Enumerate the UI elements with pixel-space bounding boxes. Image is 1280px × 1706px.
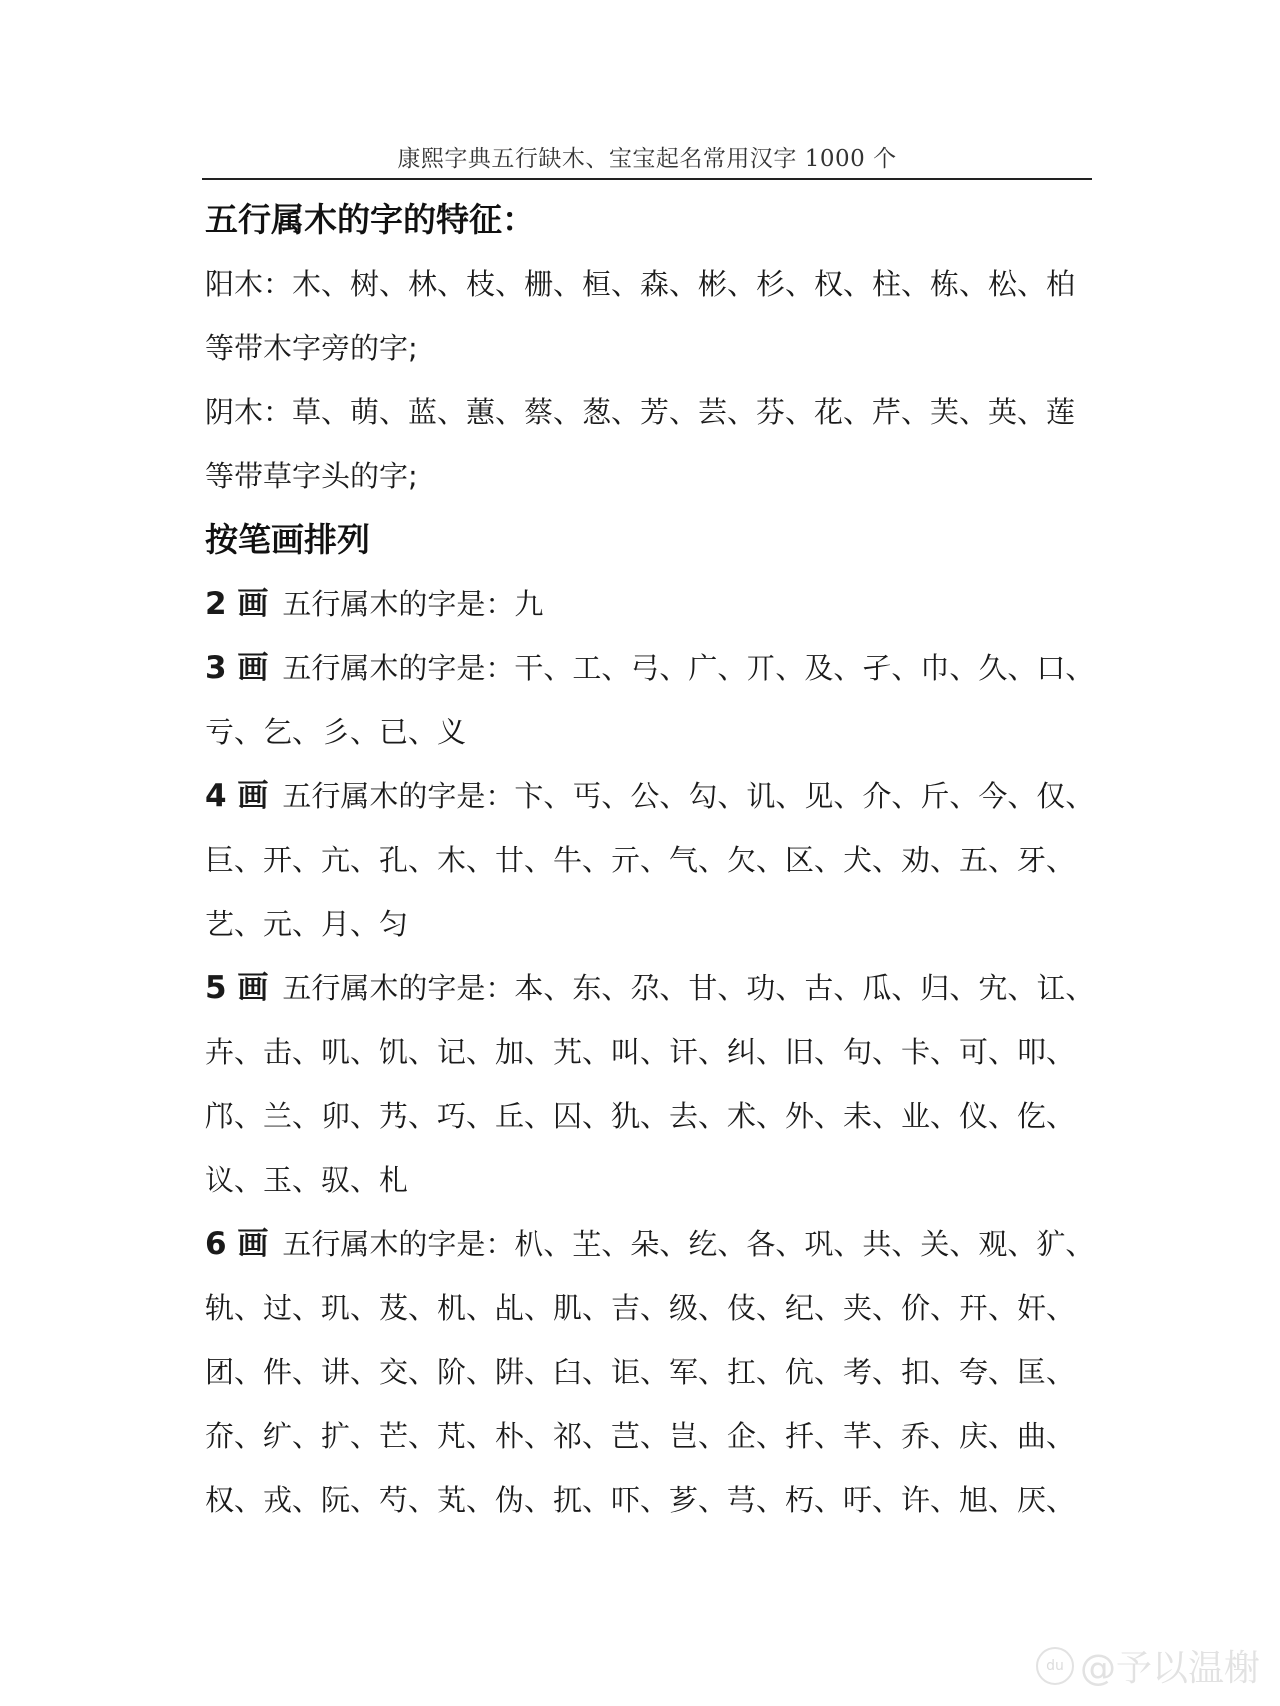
stroke-line: 卉、击、叽、饥、记、加、艽、叫、讦、纠、旧、句、卡、可、叩、: [205, 1035, 1076, 1069]
yang-wood-line-2: 等带木字旁的字;: [205, 331, 418, 365]
yin-wood-line-2: 等带草字头的字;: [205, 459, 418, 493]
stroke-line: [205, 764, 1095, 828]
watermark: [1036, 1640, 1260, 1691]
yin-wood-line-1: 阴木：草、萌、蓝、蕙、蔡、葱、芳、芸、芬、花、芹、芙、英、莲: [205, 395, 1076, 429]
stroke-group-2: [205, 572, 1085, 636]
stroke-group-4: [205, 764, 1095, 956]
stroke-line: 团、件、讲、交、阶、阱、臼、讵、军、扛、伉、考、扣、夸、匡、: [205, 1355, 1076, 1389]
header-divider: [202, 178, 1092, 180]
char-list: 五行属木的字是：卞、丐、公、勾、讥、见、介、斤、今、仅、: [282, 779, 1095, 813]
char-list: 五行属木的字是：干、工、弓、广、丌、及、孑、巾、久、口、: [282, 651, 1095, 685]
stroke-line: 巨、开、亢、孔、木、廿、牛、亓、气、欠、区、犬、劝、五、牙、: [205, 843, 1076, 877]
char-list: 五行属木的字是：本、东、尕、甘、功、古、瓜、归、宄、讧、: [282, 971, 1095, 1005]
stroke-line: 议、玉、驭、札: [205, 1163, 409, 1197]
stroke-line: 夼、纩、扩、芒、芃、朴、祁、芑、岂、企、扦、芊、乔、庆、曲、: [205, 1419, 1076, 1453]
stroke-line: [205, 636, 1095, 700]
document-body: [205, 188, 1095, 1532]
stroke-line: 轨、过、玑、芨、机、乩、肌、吉、级、伎、纪、夹、价、幵、奸、: [205, 1291, 1076, 1325]
page-header-title: 康熙字典五行缺木、宝宝起名常用汉字 1000 个: [397, 146, 897, 172]
stroke-group-5: [205, 956, 1095, 1212]
paw-icon: du: [1036, 1647, 1074, 1685]
stroke-line: [205, 572, 1085, 636]
stroke-count-label: 6 画: [205, 1226, 269, 1262]
stroke-line: [205, 956, 1095, 1020]
stroke-line: 亏、乞、彡、已、义: [205, 715, 467, 749]
yang-wood-line-1: 阳木：木、树、林、枝、栅、桓、森、彬、杉、权、柱、栋、松、柏: [205, 267, 1076, 301]
stroke-line: 艺、元、月、匀: [205, 907, 409, 941]
stroke-line: 权、戎、阮、芍、芄、伪、扤、吓、芗、芎、朽、吁、许、旭、厌、: [205, 1483, 1076, 1517]
stroke-group-6: [205, 1212, 1095, 1532]
char-list: 五行属木的字是：九: [282, 587, 544, 621]
stroke-count-label: 3 画: [205, 650, 269, 686]
stroke-group-3: [205, 636, 1095, 764]
features-heading: 五行属木的字的特征：: [205, 200, 535, 239]
watermark-text: @予以温榭: [1079, 1648, 1260, 1689]
char-list: 五行属木的字是：朳、芏、朵、纥、各、巩、共、关、观、犷、: [282, 1227, 1095, 1261]
stroke-line: [205, 1212, 1095, 1276]
stroke-count-label: 5 画: [205, 970, 269, 1006]
stroke-line: 邝、兰、卯、艿、巧、丘、囚、犰、去、术、外、未、业、仪、仡、: [205, 1099, 1076, 1133]
strokes-heading: 按笔画排列: [205, 520, 370, 559]
stroke-count-label: 2 画: [205, 586, 269, 622]
stroke-count-label: 4 画: [205, 778, 269, 814]
